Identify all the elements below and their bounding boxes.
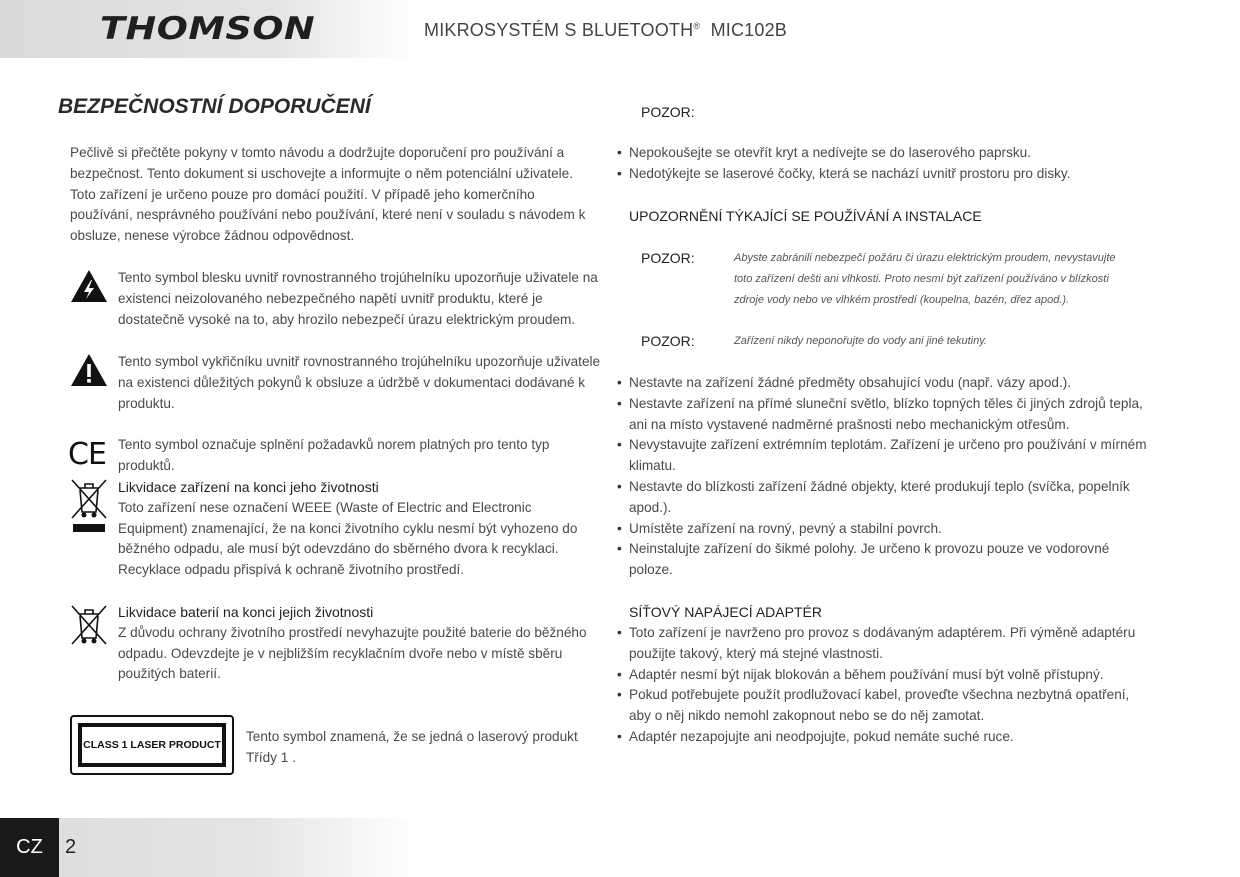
- text-line: zdroje vody nebo ve vlhkém prostředí (koupelna, bazén, dřez apod.).: [734, 293, 1070, 306]
- lightning-warning-icon: [70, 268, 108, 304]
- intro-paragraph: [70, 143, 610, 247]
- text-line: existenci neizolovaného nebezpečného napětí uvnitř produktu, které je: [118, 290, 543, 306]
- list-item: • Nestavte na zařízení žádné předměty obsahující vodu (např. vázy apod.).: [617, 373, 1157, 394]
- battery-block: [118, 602, 608, 685]
- text-line: Toto zařízení je určeno pouze pro domácí použití. V případě jeho komerčního: [70, 186, 535, 202]
- list-item: • Adaptér nezapojujte ani neodpojujte, pokud nemáte suché ruce.: [617, 727, 1157, 748]
- laser-warning-list: [617, 143, 1157, 185]
- battery-bin-icon: [70, 604, 108, 648]
- document-title: [424, 20, 787, 41]
- text-line: použitých baterií.: [118, 666, 221, 682]
- warning-text: Zařízení nikdy neponořujte do vody ani jiné tekutiny.: [734, 335, 987, 347]
- list-item: • Neinstalujte zařízení do šikmé polohy. Je určeno k provozu pouze ve vodorovné poloze.: [617, 539, 1157, 581]
- language-badge: CZ: [0, 818, 59, 877]
- list-item: • Adaptér nesmí být nijak blokován a během používání musí být volně přístupný.: [617, 665, 1157, 686]
- usage-list: [617, 373, 1157, 581]
- ce-mark-icon: CE: [68, 437, 106, 472]
- text-line: Tento symbol blesku uvnitř rovnostranného trojúhelníku upozorňuje uživatele na: [118, 270, 598, 285]
- usage-heading: UPOZORNĚNÍ TÝKAJÍCÍ SE POUŽÍVÁNÍ A INSTALACE: [629, 208, 982, 224]
- adapter-list: [617, 623, 1157, 748]
- text-line: obsluze, nenese výrobce žádnou odpovědnost.: [70, 228, 355, 244]
- laser-class-label: [70, 715, 234, 775]
- text-line: Tento symbol vykřičníku uvnitř rovnostranného trojúhelníku upozorňuje uživatele: [118, 354, 601, 369]
- lightning-symbol-text: [118, 268, 608, 330]
- text-line: Z důvodu ochrany životního prostředí nevyhazujte použité baterie do běžného: [118, 624, 587, 640]
- list-item: • Nevystavujte zařízení extrémním teplotám. Zařízení je určeno pro používání v mírném klimatu.: [617, 435, 1157, 477]
- model-number: MIC102B: [710, 20, 787, 40]
- exclamation-symbol-text: [118, 352, 608, 414]
- list-item: • Toto zařízení je navrženo pro provoz s dodávaným adaptérem. Při výměně adaptéru použijte takový, který má stejné vlastnosti.: [617, 623, 1157, 665]
- text-line: na existenci důležitých pokynů k obsluze a údržbě v dokumentaci dodávané k: [118, 374, 585, 390]
- warning-text: [734, 248, 1154, 310]
- list-item: • Nestavte do blízkosti zařízení žádné objekty, které produkují teplo (svíčka, popelník apod.).: [617, 477, 1157, 519]
- text-line: Abyste zabránili nebezpečí požáru či úrazu elektrickým proudem, nevystavujte: [734, 252, 1116, 264]
- page-number: 2: [65, 836, 77, 858]
- laser-label-text: CLASS 1 LASER PRODUCT: [78, 723, 226, 767]
- list-item: • Nedotýkejte se laserové čočky, která se nachází uvnitř prostoru pro disky.: [617, 164, 1157, 185]
- adapter-heading: SÍŤOVÝ NAPÁJECÍ ADAPTÉR: [629, 604, 822, 620]
- weee-bin-icon: [70, 478, 108, 536]
- exclamation-warning-icon: [70, 352, 108, 388]
- weee-block: [118, 477, 608, 581]
- weee-title: Likvidace zařízení na konci jeho životnosti: [118, 479, 379, 495]
- ce-symbol-text: Tento symbol označuje splnění požadavků norem platných pro tento typ produktů.: [118, 437, 550, 473]
- list-item: • Nestavte zařízení na přímé sluneční světlo, blízko topných těles či jiných zdrojů tepla, ani na místo vystavené nadměrné prašnosti nebo mechanickým otřesům.: [617, 394, 1157, 436]
- brand-logo: THOMSON: [100, 11, 316, 47]
- battery-title: Likvidace baterií na konci jejich životnosti: [118, 604, 374, 620]
- list-item: • Pokud potřebujete použít prodlužovací kabel, proveďte všechna nezbytná opatření, aby o něj nikdo nemohl zakopnout nebo se do něj zamotat.: [617, 685, 1157, 727]
- footer-band: [0, 818, 420, 877]
- pozor-label: POZOR:: [641, 333, 695, 349]
- text-line: Třídy 1 .: [246, 749, 296, 765]
- text-line: používání, nesprávného používání nebo používání, které není v souladu s návodem k: [70, 207, 586, 223]
- text-line: produktu.: [118, 395, 175, 411]
- pozor-label: POZOR:: [641, 250, 695, 266]
- registered-mark: ®: [693, 21, 701, 31]
- product-name: MIKROSYSTÉM S BLUETOOTH: [424, 20, 694, 40]
- text-line: Equipment) znamenající, že na konci životního cyklu nesmí být vyhozeno do: [118, 520, 578, 536]
- list-item: • Umístěte zařízení na rovný, pevný a stabilní povrch.: [617, 519, 1157, 540]
- pozor-label: POZOR:: [641, 104, 695, 120]
- laser-symbol-text: [246, 727, 606, 769]
- section-heading: BEZPEČNOSTNÍ DOPORUČENÍ: [58, 95, 371, 118]
- text-line: Recyklace odpadu přispívá k ochraně životního prostředí.: [118, 562, 465, 578]
- text-line: Pečlivě si přečtěte pokyny v tomto návodu a dodržujte doporučení pro používání a: [70, 145, 565, 160]
- text-line: toto zařízení dešti ani vlhkosti. Proto nesmí být zařízení používáno v blízkosti: [734, 272, 1109, 285]
- text-line: Toto zařízení nese označení WEEE (Waste of Electric and Electronic: [118, 499, 532, 515]
- text-line: Tento symbol znamená, že se jedná o laserový produkt: [246, 729, 578, 744]
- text-line: běžného odpadu, ale musí být odevzdáno do sběrného dvora k recyklaci.: [118, 541, 559, 557]
- text-line: odpadu. Odevzdejte je v nejbližším recyklačním dvoře nebo v místě sběru: [118, 645, 563, 661]
- list-item: • Nepokoušejte se otevřít kryt a nedívejte se do laserového paprsku.: [617, 143, 1157, 164]
- text-line: bezpečnost. Tento dokument si uschovejte a informujte o něm potenciální uživatele.: [70, 165, 574, 181]
- text-line: dostatečně vysoké na to, aby hrozilo nebezpečí úrazu elektrickým proudem.: [118, 311, 576, 327]
